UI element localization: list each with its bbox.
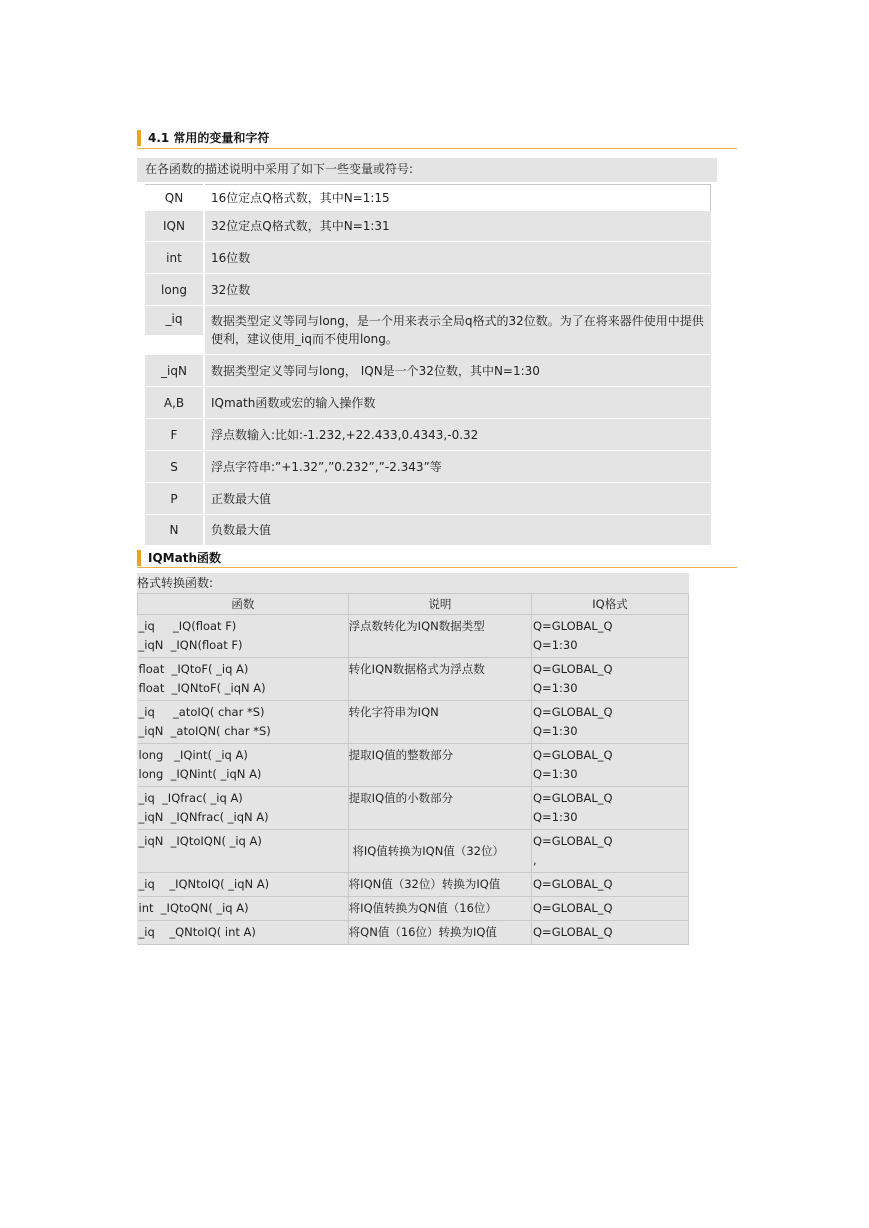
variable-description: 浮点字符串:”+1.32”,”0.232”,”-2.343”等	[205, 451, 711, 482]
function-signature: _iq _IQNtoIQ( _iqN A)	[138, 877, 270, 891]
format-cell	[532, 787, 689, 830]
description-cell: 转化字符串为IQN	[348, 701, 531, 744]
function-cell	[138, 787, 349, 830]
variable-symbol: _iqN	[145, 355, 203, 386]
variable-symbol: QN	[145, 184, 203, 210]
variable-description: 浮点数输入:比如:-1.232,+22.433,0.4343,-0.32	[205, 419, 711, 450]
conversion-functions-table	[137, 593, 689, 945]
format-value: Q=GLOBAL_Q	[533, 791, 613, 805]
variable-row	[145, 355, 711, 387]
format-value: Q=GLOBAL_Q	[533, 877, 613, 891]
variable-description: IQmath函数或宏的输入操作数	[205, 387, 711, 418]
section-title-iqmath: IQMath函数	[137, 550, 221, 566]
format-value: Q=1:30	[533, 810, 578, 824]
function-cell	[138, 701, 349, 744]
description-cell: 提取IQ值的小数部分	[348, 787, 531, 830]
format-cell	[532, 658, 689, 701]
format-value: Q=GLOBAL_Q	[533, 662, 613, 676]
variable-row	[145, 451, 711, 483]
section-title-variables: 4.1 常用的变量和字符	[137, 130, 269, 146]
function-signature: _iqN _atoIQN( char *S)	[138, 724, 271, 738]
function-signature: _iq _QNtoIQ( int A)	[138, 925, 256, 939]
function-signature: float _IQtoF( _iq A)	[138, 662, 249, 676]
format-cell	[532, 897, 689, 921]
function-signature: int _IQtoQN( _iq A)	[138, 901, 249, 915]
format-value: Q=GLOBAL_Q	[533, 925, 613, 939]
column-header-description: 说明	[348, 594, 531, 615]
variable-description: 正数最大值	[205, 483, 711, 514]
variable-row	[145, 184, 711, 211]
variable-description: 数据类型定义等同与long， IQN是一个32位数，其中N=1:30	[205, 355, 711, 386]
table-row	[138, 744, 689, 787]
variable-symbol: A,B	[145, 387, 203, 418]
table-row	[138, 701, 689, 744]
function-signature: float _IQNtoF( _iqN A)	[138, 681, 266, 695]
variable-row	[145, 483, 711, 515]
column-header-function: 函数	[138, 594, 349, 615]
table-row	[138, 897, 689, 921]
function-signature: _iqN _IQN(float F)	[138, 638, 243, 652]
table-row	[138, 787, 689, 830]
function-cell	[138, 873, 349, 897]
description-cell: 转化IQN数据格式为浮点数	[348, 658, 531, 701]
format-value: Q=GLOBAL_Q	[533, 748, 613, 762]
section-divider	[137, 148, 737, 149]
variable-description: 16位定点Q格式数，其中N=1:15	[205, 184, 710, 210]
description-cell	[348, 830, 531, 873]
format-value: Q=1:30	[533, 767, 578, 781]
variable-symbol: F	[145, 419, 203, 450]
function-signature: _iq _IQfrac( _iq A)	[138, 791, 243, 805]
description-cell: 提取IQ值的整数部分	[348, 744, 531, 787]
variable-row	[145, 274, 711, 306]
description-text: 将IQ值转换为IQN值（32位）	[348, 843, 504, 858]
function-cell	[138, 830, 349, 873]
variable-symbol: P	[145, 483, 203, 514]
format-value: Q=GLOBAL_Q	[533, 619, 613, 633]
variable-row	[145, 515, 711, 546]
function-cell	[138, 897, 349, 921]
format-value: Q=1:30	[533, 724, 578, 738]
table-row	[138, 873, 689, 897]
format-value: ,	[533, 853, 537, 867]
variable-row	[145, 211, 711, 242]
variable-row	[145, 387, 711, 419]
variable-description: 16位数	[205, 242, 711, 273]
description-cell: 浮点数转化为IQN数据类型	[348, 615, 531, 658]
table-header-row	[138, 594, 689, 615]
format-cell	[532, 744, 689, 787]
variable-row	[145, 242, 711, 274]
table-row	[138, 830, 689, 873]
variable-symbol: _iq	[145, 306, 203, 354]
format-cell	[532, 873, 689, 897]
variable-symbol: long	[145, 274, 203, 305]
variable-description: 数据类型定义等同与long，是一个用来表示全局q格式的32位数。为了在将来器件使用中提供便利，建议使用_iq而不使用long。	[205, 306, 711, 354]
section-divider	[137, 567, 737, 568]
table-row	[138, 615, 689, 658]
column-header-iq-format: IQ格式	[532, 594, 689, 615]
function-signature	[139, 851, 347, 870]
variable-symbol: IQN	[145, 211, 203, 241]
variable-row	[145, 419, 711, 451]
format-value: Q=1:30	[533, 638, 578, 652]
variable-description: 32位数	[205, 274, 711, 305]
function-signature: _iqN _IQNfrac( _iqN A)	[138, 810, 269, 824]
variable-row	[145, 306, 711, 355]
format-value: Q=1:30	[533, 681, 578, 695]
variables-table	[145, 184, 711, 546]
variable-symbol: int	[145, 242, 203, 273]
format-value: Q=GLOBAL_Q	[533, 834, 613, 848]
function-cell	[138, 615, 349, 658]
format-cell	[532, 701, 689, 744]
variable-symbol: N	[145, 515, 203, 545]
function-signature: _iq _IQ(float F)	[138, 619, 237, 633]
description-cell: 将IQ值转换为QN值（16位）	[348, 897, 531, 921]
format-cell	[532, 921, 689, 945]
function-cell	[138, 744, 349, 787]
function-signature: _iqN _IQtoIQN( _iq A)	[138, 834, 262, 848]
table-row	[138, 658, 689, 701]
functions-caption: 格式转换函数:	[137, 573, 689, 593]
table-row	[138, 921, 689, 945]
format-cell	[532, 830, 689, 873]
function-cell	[138, 921, 349, 945]
variable-description: 负数最大值	[205, 515, 711, 545]
description-cell: 将IQN值（32位）转换为IQ值	[348, 873, 531, 897]
variables-intro: 在各函数的描述说明中采用了如下一些变量或符号:	[137, 158, 717, 182]
function-signature: _iq _atoIQ( char *S)	[138, 705, 265, 719]
function-signature: long _IQint( _iq A)	[138, 748, 248, 762]
function-cell	[138, 658, 349, 701]
format-value: Q=GLOBAL_Q	[533, 901, 613, 915]
variable-description: 32位定点Q格式数，其中N=1:31	[205, 211, 711, 241]
function-signature: long _IQNint( _iqN A)	[138, 767, 262, 781]
format-cell	[532, 615, 689, 658]
variable-symbol: S	[145, 451, 203, 482]
description-cell: 将QN值（16位）转换为IQ值	[348, 921, 531, 945]
format-value: Q=GLOBAL_Q	[533, 705, 613, 719]
